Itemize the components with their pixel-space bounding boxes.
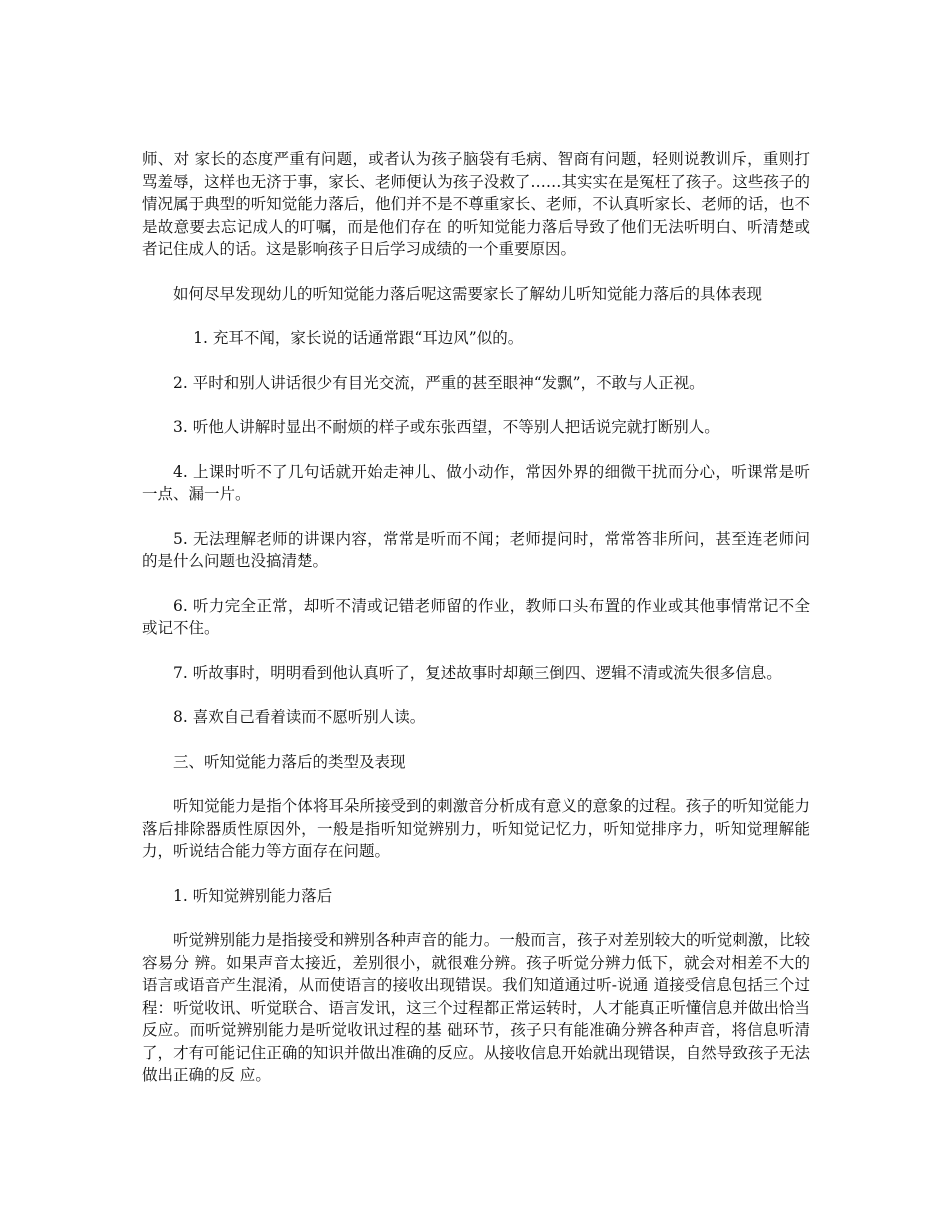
paragraph-question: 如何尽早发现幼儿的听知觉能力落后呢这需要家长了解幼儿听知觉能力落后的具体表现: [173, 284, 763, 303]
section-heading-3: 三、听知觉能力落后的类型及表现: [173, 752, 406, 771]
list-item-8: 8. 喜欢自己看着读而不愿听别人读。: [173, 708, 426, 726]
list-item-4: 4. 上课时听不了几句话就开始走神儿、做小动作，常因外界的细微干扰而分心，听课常是听一点、漏一片。: [142, 462, 810, 503]
subsection-heading-1: 1. 听知觉辨别能力落后: [173, 886, 333, 905]
document-page: [142, 148, 810, 1109]
list-item-2: 2. 平时和别人讲话很少有目光交流，严重的甚至眼神“发飘”，不敢与人正视。: [173, 373, 705, 392]
list-item-5: 5. 无法理解老师的讲课内容，常常是听而不闻；老师提问时，常常答非所问，甚至连老师问的是什么问题也没搞清楚。: [142, 529, 810, 570]
paragraph-discrimination: 听觉辨别能力是指接受和辨别各种声音的能力。一般而言，孩子对差别较大的听觉刺激，比较容易分 辨。如果声音太接近，差别很小，就很难分辨。孩子听觉分辨力低下，就会对相差不大的语言或语音产生混淆，从而使语言的接收出现错误。我们知道通过听-说通 道接受信息包括三个过程：听觉收讯、听觉联合、语言发讯，这三个过程都正常运转时，人才能真正听懂信息并做出恰当反应。而听觉辨别能力是听觉收讯过程的基 础环节，孩子只有能准确分辨各种声音，将信息听清了，才有可能记住正确的知识并做出准确的反应。从接收信息开始就出现错误，自然导致孩子无法做出正确的反 应。: [142, 931, 810, 1084]
paragraph-definition: 听知觉能力是指个体将耳朵所接受到的刺激音分析成有意义的意象的过程。孩子的听知觉能力落后排除器质性原因外，一般是指听知觉辨别力，听知觉记忆力，听知觉排序力，听知觉理解能力，听说结合能力等方面存在问题。: [142, 797, 810, 860]
list-item-1: 1. 充耳不闻，家长说的话通常跟“耳边风”似的。: [193, 329, 524, 347]
list-item-6: 6. 听力完全正常，却听不清或记错老师留的作业，教师口头布置的作业或其他事情常记不全或记不住。: [142, 596, 810, 637]
paragraph-intro-continued: 师、对 家长的态度严重有问题，或者认为孩子脑袋有毛病、智商有问题，轻则说教训斥，重则打骂羞辱，这样也无济于事，家长、老师便认为孩子没救了……其实实在是冤枉了孩子。这些孩子的情况属于典型的听知觉能力落后，他们并不是不尊重家长、老师，不认真听家长、老师的话，也不是故意要去忘记成人的叮嘱，而是他们存在 的听知觉能力落后导致了他们无法听明白、听清楚或者记住成人的话。这是影响孩子日后学习成绩的一个重要原因。: [142, 150, 810, 258]
list-item-7: 7. 听故事时，明明看到他认真听了，复述故事时却颠三倒四、逻辑不清或流失很多信息。: [173, 663, 782, 682]
list-item-3: 3. 听他人讲解时显出不耐烦的样子或东张西望，不等别人把话说完就打断别人。: [173, 418, 720, 436]
